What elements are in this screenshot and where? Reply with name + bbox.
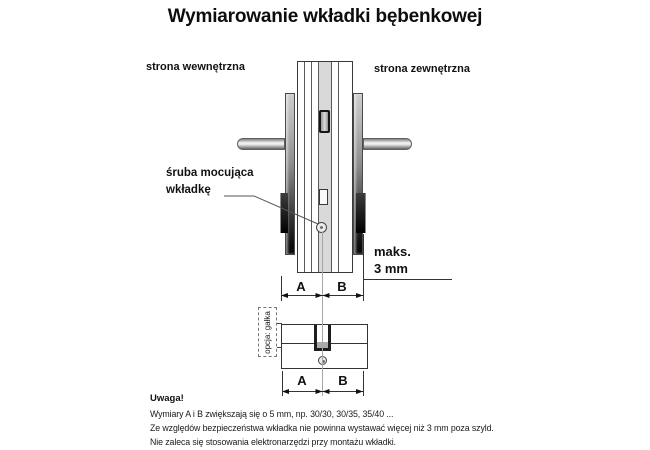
notes-heading: Uwaga! [150,393,184,404]
notes-block [150,393,570,449]
max-protrusion-label [374,243,411,277]
note-line: Wymiary A i B zwiększają się o 5 mm, np. 30/30, 30/35, 35/40 ... [150,409,394,419]
inner-side-label: strona wewnętrzna [146,61,246,73]
door-layer-line [304,62,305,272]
cylinder-screw-hole-icon [318,356,327,365]
handle-rod-left [237,138,285,150]
screw-callout-line2: wkładkę [166,184,211,196]
handle-rod-right [363,138,412,150]
max-protrusion-line1: maks. [374,244,411,259]
door-cross-section [297,61,353,273]
screw-callout-line1: śruba mocująca [166,167,254,179]
max-protrusion-line2: 3 mm [374,261,408,276]
knob-option-label: opcja: gałka [263,310,273,354]
cylinder-end-right [356,193,366,233]
cylinder-cam-notch [314,325,331,351]
keyway-slot-upper [319,110,330,133]
door-layer-line [311,62,312,272]
dimension-a-upper: A [296,279,306,294]
cam-icon [317,342,328,348]
cylinder-channel-strip [318,62,332,272]
outer-side-label: strona zewnętrzna [374,63,470,75]
arrowhead [356,293,363,298]
cylinder-end-left [280,193,288,233]
dimension-b-lower: B [338,373,348,388]
note-line: Ze względów bezpieczeństwa wkładka nie powinna wystawać więcej niż 3 mm poza szyld. [150,423,494,433]
door-layer-line [338,62,339,272]
arrowhead [281,293,288,298]
note-line: Nie zaleca się stosowania elektronarzędzi przy montażu wkładki. [150,437,396,447]
arrowhead [316,293,323,298]
page-title: Wymiarowanie wkładki bębenkowej [167,6,483,27]
screw-callout-label [166,165,254,199]
keyway-slot-lower [319,189,328,205]
fixing-screw-icon [316,222,327,233]
knob-option-box [258,307,277,357]
dimension-a-lower: A [297,373,307,388]
arrowhead [323,293,330,298]
dimension-b-upper: B [337,279,347,294]
